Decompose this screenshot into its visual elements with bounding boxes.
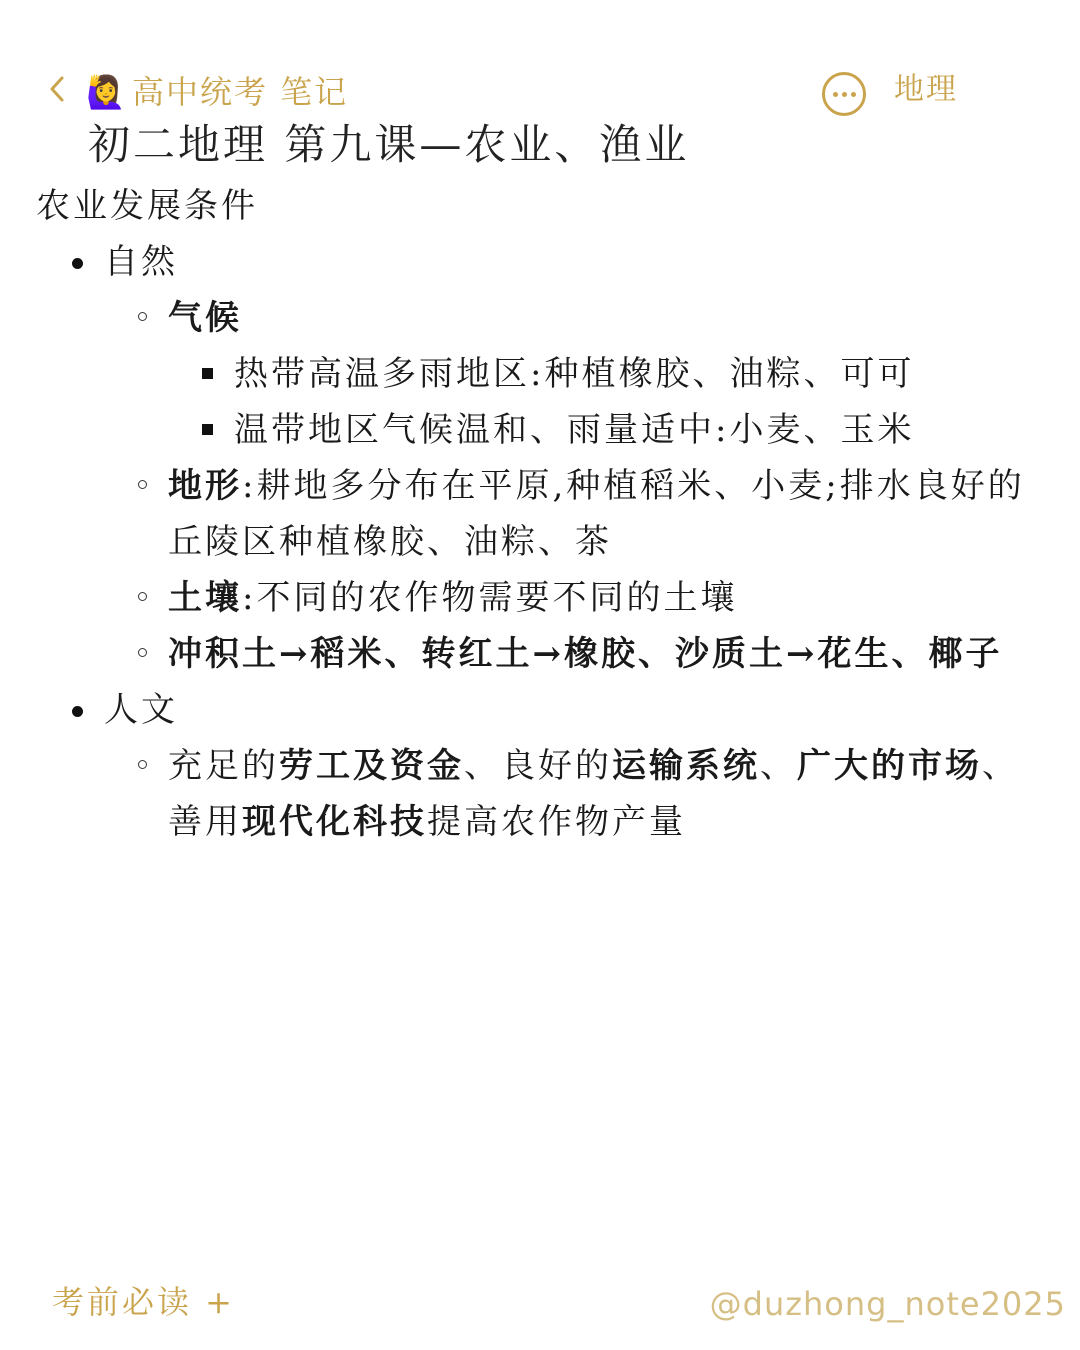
list-item-natural bbox=[36, 234, 1036, 682]
more-dot bbox=[851, 92, 856, 97]
back-button[interactable] bbox=[40, 72, 74, 106]
terrain-label: 地形 bbox=[168, 466, 242, 506]
human-bold: 劳工及资金 bbox=[279, 746, 464, 786]
natural-label: 自然 bbox=[104, 242, 178, 282]
section-heading: 农业发展条件 bbox=[36, 186, 258, 226]
top-level-list bbox=[36, 234, 1036, 850]
human-text: 、善用 bbox=[168, 746, 1019, 842]
natural-sublist bbox=[36, 290, 1036, 682]
note-body[interactable] bbox=[36, 178, 1036, 850]
more-dot bbox=[842, 92, 847, 97]
list-item-soil bbox=[104, 570, 1036, 626]
footer-left-text: 考前必读 + bbox=[52, 1283, 235, 1321]
soil-types-text: 冲积土→稻米、转红土→橡胶、沙质土→花生、椰子 bbox=[168, 634, 1003, 674]
climate-item: 温带地区气候温和、雨量适中:小麦、玉米 bbox=[168, 402, 1036, 458]
climate-item: 热带高温多雨地区:种植橡胶、油粽、可可 bbox=[168, 346, 1036, 402]
soil-text: :不同的农作物需要不同的土壤 bbox=[242, 578, 738, 618]
soil-label: 土壤 bbox=[168, 578, 242, 618]
human-text: 充足的 bbox=[168, 746, 279, 786]
notebook-title[interactable]: 高中统考 笔记 bbox=[132, 73, 349, 111]
watermark: @duzhong_note2025 bbox=[709, 1285, 1066, 1323]
climate-label: 气候 bbox=[168, 298, 242, 338]
human-sublist bbox=[36, 738, 1036, 850]
human-bold: 现代化科技 bbox=[242, 802, 427, 842]
human-bold: 广大的市场 bbox=[797, 746, 982, 786]
human-text: 提高农作物产量 bbox=[427, 802, 686, 842]
human-bold: 运输系统 bbox=[612, 746, 760, 786]
list-item-soil-types bbox=[104, 626, 1036, 682]
folder-label[interactable]: 地理 bbox=[894, 72, 958, 107]
human-label: 人文 bbox=[104, 690, 178, 730]
climate-sublist bbox=[168, 346, 1036, 458]
human-text: 、良好的 bbox=[464, 746, 612, 786]
raising-hand-icon: 🙋‍♀️ bbox=[86, 73, 126, 111]
list-item-human-factors bbox=[104, 738, 1036, 850]
terrain-text: :耕地多分布在平原,种植稻米、小麦;排水良好的丘陵区种植橡胶、油粽、茶 bbox=[168, 466, 1025, 562]
note-title: 初二地理 第九课—农业、渔业 bbox=[88, 120, 690, 169]
list-item-climate bbox=[104, 290, 1036, 458]
list-item-human bbox=[36, 682, 1036, 850]
chevron-left-icon bbox=[47, 74, 67, 104]
more-dots-icon bbox=[833, 92, 838, 97]
list-item-terrain bbox=[104, 458, 1036, 570]
human-text: 、 bbox=[760, 746, 797, 786]
more-options-button[interactable] bbox=[822, 72, 866, 116]
